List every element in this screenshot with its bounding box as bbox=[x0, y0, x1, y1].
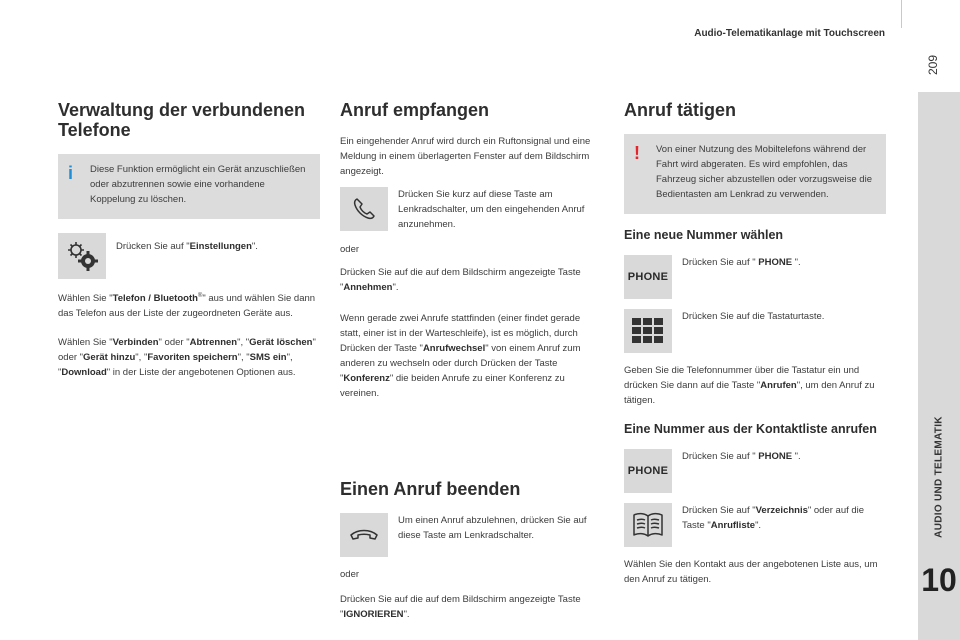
or-text: oder bbox=[340, 569, 360, 580]
warning-note bbox=[624, 134, 886, 214]
subtitle-contact-list: Eine Nummer aus der Kontaktliste anrufen bbox=[624, 422, 877, 436]
text: Drücken Sie auf " bbox=[682, 257, 759, 268]
phone-button-box bbox=[624, 449, 672, 493]
phone-button-label: PHONE bbox=[627, 270, 669, 283]
phone-button-box bbox=[624, 255, 672, 299]
bold-term: Gerät löschen bbox=[249, 337, 313, 349]
warning-icon: ! bbox=[634, 143, 640, 163]
paragraph-accept bbox=[340, 265, 602, 295]
info-icon: i bbox=[68, 163, 74, 183]
step-reject-text: Um einen Anruf abzulehnen, drücken Sie auf diese Taste am Lenkradschalter. bbox=[398, 515, 587, 541]
subtitle-new-number: Eine neue Nummer wählen bbox=[624, 228, 784, 242]
paragraph-select-phone bbox=[58, 289, 320, 321]
step-directory bbox=[624, 503, 886, 547]
settings-gears-icon bbox=[64, 239, 100, 273]
text: Geben Sie die Telefonnummer über die Tastatur ein und drücken Sie dann auf die Taste " bbox=[624, 365, 860, 391]
paragraph-conference bbox=[340, 311, 602, 401]
text: " aus und wählen Sie dann das Telefon aus der Liste der zugeordneten Geräte aus. bbox=[58, 293, 316, 320]
text: " oder " bbox=[58, 337, 316, 364]
section-title-make-call: Anruf tätigen bbox=[624, 100, 736, 120]
bold-term: Download bbox=[61, 367, 107, 379]
text: Drücken Sie auf " bbox=[682, 451, 759, 462]
phone-button-label: PHONE bbox=[627, 464, 669, 477]
phone-answer-icon bbox=[349, 194, 379, 224]
paragraph-enter-number bbox=[624, 363, 886, 408]
bold-term: Favoriten speichern bbox=[147, 352, 238, 364]
step-answer-text: Drücken Sie kurz auf diese Taste am Lenkradschalter, um den eingehenden Anruf anzunehmen. bbox=[398, 189, 585, 230]
text: ". bbox=[755, 520, 762, 531]
text: Wählen Sie " bbox=[58, 337, 113, 349]
keypad-icon-box bbox=[624, 309, 672, 353]
text: " von einem Anruf zum anderen zu wechseln oder durch Drücken der Taste " bbox=[340, 343, 581, 384]
text: ". bbox=[251, 241, 258, 252]
warning-note-text: Von einer Nutzung des Mobiltelefons während der Fahrt wird abgeraten. Es wird empfohlen, das Fahrzeug sicher abzustellen oder vorzugsweise die Bedientasten am Lenkrad zu verwenden. bbox=[656, 144, 872, 200]
step-reject-steering bbox=[340, 513, 602, 557]
bold-term: PHONE bbox=[758, 257, 793, 268]
step-phone-2 bbox=[624, 449, 886, 493]
bold-term: Telefon / Bluetooth bbox=[112, 293, 198, 305]
text: ", " bbox=[58, 352, 293, 379]
bold-term: Einstellungen bbox=[189, 241, 252, 252]
info-note bbox=[58, 154, 320, 219]
bold-term: Verbinden bbox=[112, 337, 159, 349]
info-note-text: Diese Funktion ermöglicht ein Gerät anzuschließen oder abzutrennen sowie eine vorhandene Koppelung zu löschen. bbox=[90, 164, 306, 205]
paragraph-incoming-call: Ein eingehender Anruf wird durch ein Ruftonsignal und eine Meldung in einem überlagerten Fenster auf dem Bildschirm angezeigt. bbox=[340, 136, 591, 177]
text: " die beiden Anrufe zu einer Konferenz zu vereinen. bbox=[340, 373, 565, 399]
step-phone-1 bbox=[624, 255, 886, 299]
registered-mark: ® bbox=[197, 293, 203, 299]
step-directory-text bbox=[682, 503, 886, 533]
bold-term: Verzeichnis bbox=[755, 505, 808, 516]
step-settings bbox=[58, 233, 320, 279]
bold-term: Annehmen bbox=[343, 282, 393, 293]
column-calls bbox=[340, 100, 602, 630]
text: ". bbox=[792, 257, 801, 268]
text: " oder " bbox=[158, 337, 190, 349]
page-number: 209 bbox=[926, 54, 940, 76]
answer-icon-box bbox=[340, 187, 388, 231]
or-text: oder bbox=[340, 244, 360, 255]
step-keypad-text: Drücken Sie auf die Tastaturtaste. bbox=[682, 311, 825, 322]
page-header: Audio-Telematikanlage mit Touchscreen bbox=[694, 28, 885, 39]
text: Wenn gerade zwei Anrufe stattfinden (einer findet gerade statt, einer ist in der Warteschleife), ist es möglich, durch Drücken der Taste " bbox=[340, 313, 581, 354]
settings-icon-box bbox=[58, 233, 106, 279]
text: ", " bbox=[237, 352, 250, 364]
bold-term: Anrufliste bbox=[710, 520, 756, 531]
text: ". bbox=[792, 451, 801, 462]
bold-term: Anrufen bbox=[760, 380, 797, 391]
paragraph-options bbox=[58, 335, 320, 380]
bold-term: Anrufwechsel bbox=[422, 343, 486, 354]
keypad-icon bbox=[631, 317, 665, 345]
text: Wählen Sie " bbox=[58, 293, 113, 305]
text: Drücken Sie auf " bbox=[682, 505, 756, 516]
text: " oder auf die Taste " bbox=[682, 505, 865, 531]
chapter-label: AUDIO UND TELEMATIK bbox=[933, 416, 945, 538]
chapter-tab bbox=[918, 92, 960, 640]
text: ", um den Anruf zu tätigen. bbox=[624, 380, 875, 406]
text: Drücken Sie auf " bbox=[116, 241, 190, 252]
book-icon bbox=[631, 510, 665, 540]
header-divider bbox=[901, 0, 902, 28]
bold-term: Gerät hinzu bbox=[83, 352, 136, 364]
text: ". bbox=[403, 609, 410, 620]
text: Drücken Sie auf die auf dem Bildschirm angezeigte Taste " bbox=[340, 267, 581, 293]
text: Drücken Sie auf die auf dem Bildschirm angezeigte Taste " bbox=[340, 594, 581, 620]
text: ". bbox=[392, 282, 399, 293]
text: ", " bbox=[135, 352, 148, 364]
bold-term: PHONE bbox=[758, 451, 793, 462]
step-answer-steering bbox=[340, 187, 602, 232]
hangup-icon-box bbox=[340, 513, 388, 557]
section-title-end-call: Einen Anruf beenden bbox=[340, 479, 521, 499]
text: ", " bbox=[237, 337, 250, 349]
section-title-receive-call: Anruf empfangen bbox=[340, 100, 490, 120]
bold-term: IGNORIEREN bbox=[343, 609, 404, 620]
step-phone-2-text bbox=[682, 449, 801, 464]
column-connected-phones bbox=[58, 100, 320, 388]
phone-hangup-icon bbox=[348, 525, 380, 545]
paragraph-select-contact: Wählen Sie den Kontakt aus der angebotenen Liste aus, um den Anruf zu tätigen. bbox=[624, 559, 878, 585]
column-make-call bbox=[624, 100, 886, 595]
bold-term: SMS ein bbox=[249, 352, 287, 364]
section-title-connected-phones: Verwaltung der verbundenen Telefone bbox=[58, 100, 306, 140]
bold-term: Konferenz bbox=[343, 373, 390, 384]
paragraph-ignore bbox=[340, 592, 602, 622]
bold-term: Abtrennen bbox=[189, 337, 238, 349]
step-keypad bbox=[624, 309, 886, 353]
step-phone-1-text bbox=[682, 255, 801, 270]
directory-icon-box bbox=[624, 503, 672, 547]
chapter-number: 10 bbox=[921, 562, 957, 598]
text: " in der Liste der angebotenen Optionen aus. bbox=[106, 367, 296, 379]
step-settings-text bbox=[116, 233, 258, 254]
